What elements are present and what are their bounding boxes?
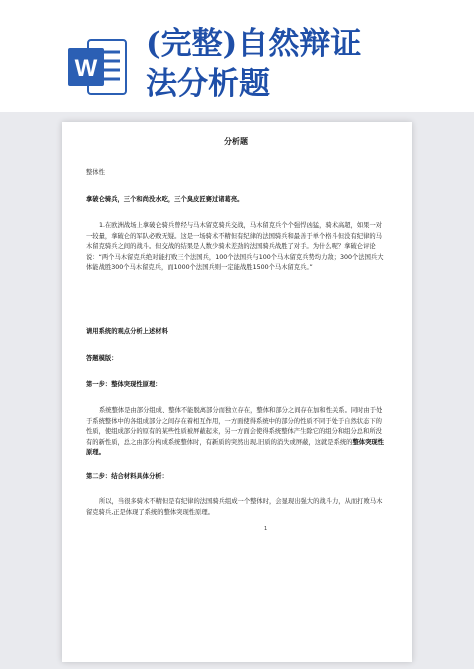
paragraph-case <box>86 221 386 274</box>
paragraph-analysis <box>86 497 386 518</box>
word-icon <box>66 36 128 98</box>
principle-bold-term: 整体突现性原理。 <box>86 438 384 456</box>
line-examples: 拿破仑骑兵，三个和尚没水吃，三个臭皮匠赛过诸葛亮。 <box>86 196 244 203</box>
paragraph-principle-text: 系统整体是由部分组成、整体不能脱离部分而独立存在，整体和部分之间存在加和性关系。同时由于处于系统整体中的各组成部分之间存在着相互作用，一方面使得系统中的部分的性质不同于处于自然状态下的性质，使组成部分的原有的某些性质被屏蔽起来，另一方面会使得系统整体产生除它的组分和组分总和所没有的新性质，总之由部分构成系统整体时，有新质的突然出现,旧质的消失或屏蔽，这就是系统的 <box>86 407 383 446</box>
word-icon-letter: W <box>74 55 98 82</box>
paragraph-analysis-text: 所以，当很多骑术不精但是有纪律的法国骑兵组成一个整体时，会显现出强大的战斗力，从而打败马木留克骑兵,正是体现了系统的整体突现性原理。 <box>86 498 383 516</box>
line-template: 答题模版： <box>86 355 118 362</box>
document-page <box>62 122 412 662</box>
paragraph-principle <box>86 406 386 459</box>
paragraph-case-text: 1.在欧洲战场上拿破仑骑兵曾经与马木留克骑兵交战，马木留克兵个个强悍凶猛，骑术高超，如果一对一较量，拿破仑的军队必败无疑。这是一场骑术不精但有纪律的法国骑兵和最善于单个格斗但没有纪律的马木留克骑兵之间的战斗。但交战的结果是人数少骑术差劲的法国骑兵战胜了对手。为什么呢？拿破仑评论说：“两个马木留克兵绝对能打败三个法国兵，100个法国兵与100个马木留克兵势均力敌；300个法国兵大体能战胜300个马木留克兵，而1000个法国兵则一定能战胜1500个马木留克兵。” <box>86 222 384 271</box>
page-number: 1 <box>264 526 268 532</box>
line-topic: 整体性 <box>86 169 105 176</box>
document-title <box>146 24 466 104</box>
line-step-two: 第二步：结合材料具体分析： <box>86 473 168 480</box>
title-line-2: 法分析题 <box>146 66 270 102</box>
line-step-one: 第一步：整体突现性原理： <box>86 381 162 388</box>
title-line-1: (完整)自然辩证 <box>146 26 362 62</box>
line-question: 请用系统的观点分析上述材料 <box>86 328 168 335</box>
header-banner <box>0 0 474 112</box>
page-heading: 分析题 <box>224 137 248 146</box>
